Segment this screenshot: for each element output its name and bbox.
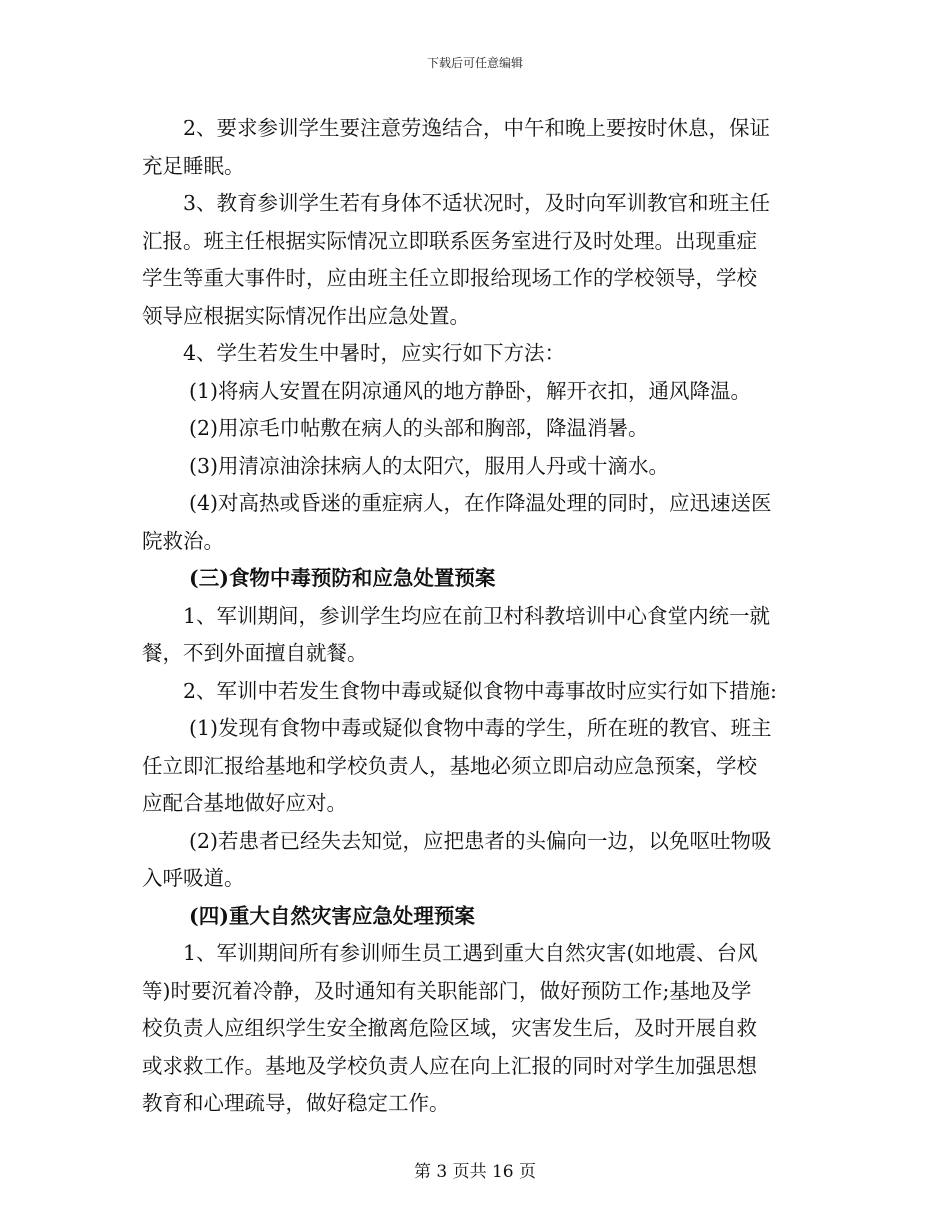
paragraph-line: 3、教育参训学生若有身体不适状况时，及时向军训教官和班主任 — [183, 191, 771, 215]
paragraph-line: 充足睡眠。 — [142, 153, 245, 178]
paragraph-line: 1、军训期间所有参训师生员工遇到重大自然灾害(如地震、台风 — [183, 941, 758, 965]
paragraph-line: 2、军训中若发生食物中毒或疑似食物中毒事故时应实行如下措施: — [183, 678, 777, 703]
page-header: 下载后可任意编辑 — [426, 56, 523, 70]
paragraph-line: 或求救工作。基地及学校负责人应在向上汇报的同时对学生加强思想 — [142, 1053, 757, 1078]
paragraph-line: (1)发现有食物中毒或疑似食物中毒的学生，所在班的教官、班主 — [189, 716, 772, 740]
paragraph-line: (2)用凉毛巾帖敷在病人的头部和胸部，降温消暑。 — [189, 416, 649, 440]
paragraph-line: (2)若患者已经失去知觉，应把患者的头偏向一边，以免呕吐物吸 — [189, 828, 772, 853]
paragraph-line: 学生等重大事件时，应由班主任立即报给现场工作的学校领导，学校 — [142, 266, 757, 290]
paragraph-line: 领导应根据实际情况作出应急处置。 — [142, 303, 470, 328]
section-heading: (三)食物中毒预防和应急处置预案 — [189, 566, 496, 590]
paragraph-line: 校负责人应组织学生安全撤离危险区域，灾害发生后，及时开展自救 — [142, 1016, 757, 1040]
paragraph-line: 汇报。班主任根据实际情况立即联系医务室进行及时处理。出现重症 — [142, 228, 757, 253]
page-footer: 第 3 页共 16 页 — [413, 1162, 537, 1182]
paragraph-line: 2、要求参训学生要注意劳逸结合，中午和晚上要按时休息，保证 — [183, 116, 771, 140]
paragraph-line: (4)对高热或昏迷的重症病人，在作降温处理的同时，应迅速送医 — [189, 491, 772, 515]
paragraph-line: (3)用清凉油涂抹病人的太阳穴，服用人丹或十滴水。 — [189, 453, 670, 478]
paragraph-line: 应配合基地做好应对。 — [142, 791, 347, 815]
paragraph-line: (1)将病人安置在阴凉通风的地方静卧，解开衣扣，通风降温。 — [189, 378, 752, 403]
paragraph-line: 餐，不到外面擅自就餐。 — [142, 641, 368, 665]
section-heading: (四)重大自然灾害应急处理预案 — [189, 903, 475, 928]
document-body — [142, 110, 814, 1123]
paragraph-line: 1、军训期间，参训学生均应在前卫村科教培训中心食堂内统一就 — [183, 603, 771, 628]
paragraph-line: 4、学生若发生中暑时，应实行如下方法： — [183, 341, 566, 365]
paragraph-line: 任立即汇报给基地和学校负责人，基地必须立即启动应急预案，学校 — [142, 753, 757, 778]
paragraph-line: 院救治。 — [142, 528, 224, 553]
paragraph-line: 等)时要沉着冷静，及时通知有关职能部门，做好预防工作;基地及学 — [142, 978, 752, 1003]
paragraph-line: 入呼吸道。 — [142, 866, 245, 890]
paragraph-line: 教育和心理疏导，做好稳定工作。 — [142, 1091, 450, 1115]
